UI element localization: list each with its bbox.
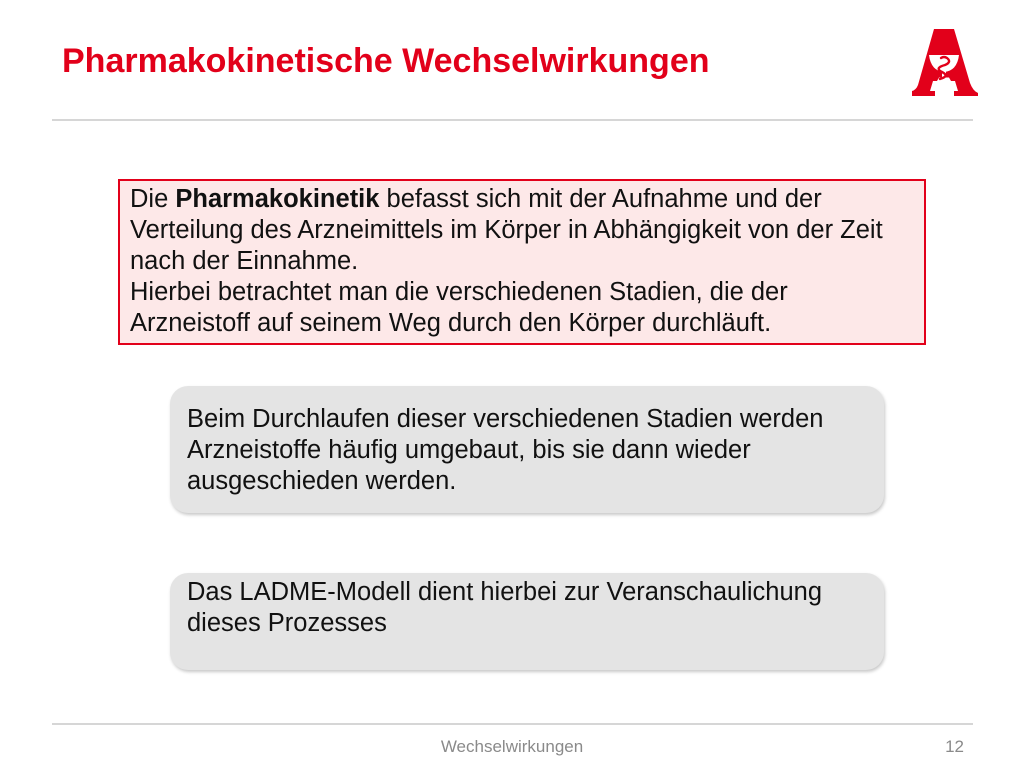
definition-line xyxy=(130,184,924,215)
definition-line: Arzneistoff auf seinem Weg durch den Körper durchläuft. xyxy=(130,309,772,337)
header-divider xyxy=(52,119,973,121)
apotheke-logo xyxy=(910,27,978,97)
page-number: 12 xyxy=(945,737,964,756)
info-line: Das LADME-Modell dient hierbei zur Veranschaulichung xyxy=(187,578,822,606)
definition-line: Hierbei betrachtet man die verschiedenen Stadien, die der xyxy=(130,278,788,306)
definition-text: Die xyxy=(130,185,176,213)
info-line: Arzneistoffe häufig umgebaut, bis sie dann wieder xyxy=(187,436,751,464)
definition-term: Pharmakokinetik xyxy=(175,185,380,213)
definition-line: Verteilung des Arzneimittels im Körper in Abhängigkeit von der Zeit xyxy=(130,216,883,244)
footer-title: Wechselwirkungen xyxy=(440,737,584,756)
info-line: ausgeschieden werden. xyxy=(187,467,457,495)
definition-box xyxy=(118,179,926,345)
info-line: Beim Durchlaufen dieser verschiedenen Stadien werden xyxy=(187,405,824,433)
definition-text: befasst sich mit der Aufnahme und der xyxy=(379,185,822,213)
info-box-ladme xyxy=(170,573,884,670)
info-box-transformation xyxy=(170,386,884,513)
info-line: dieses Prozesses xyxy=(187,609,387,637)
footer-divider xyxy=(52,723,973,725)
slide-title: Pharmakokinetische Wechselwirkungen xyxy=(62,42,710,80)
definition-line: nach der Einnahme. xyxy=(130,247,359,275)
